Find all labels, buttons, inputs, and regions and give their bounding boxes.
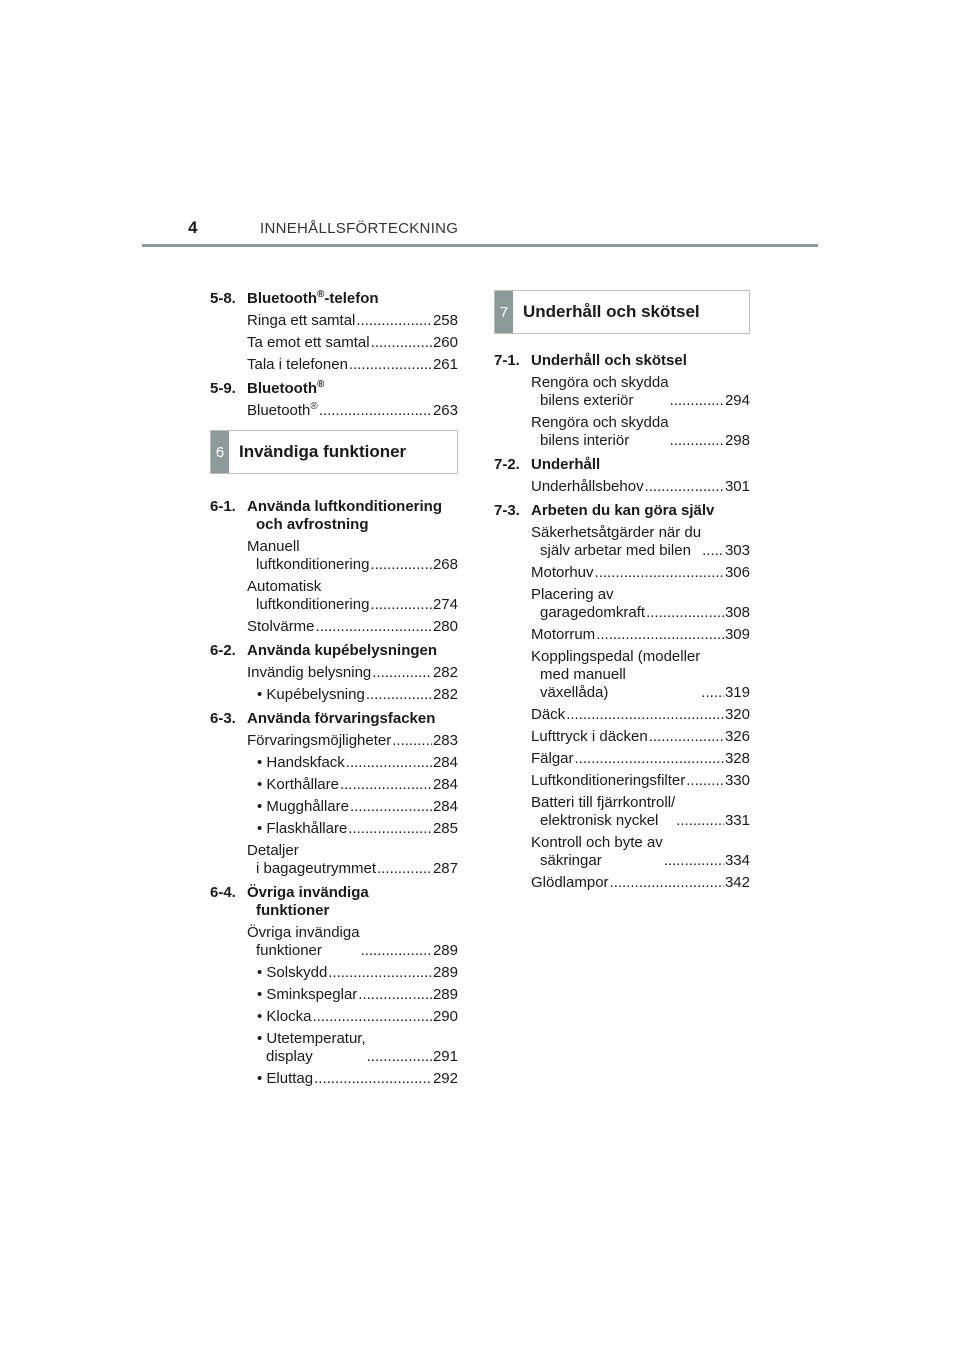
chapter-heading[interactable]: 7-1. Underhåll och skötsel xyxy=(494,352,687,369)
toc-entry[interactable]: Automatisk luftkonditionering ..... 274 xyxy=(210,578,458,614)
toc-entry[interactable]: Luftkonditioneringsfilter ..... 330 xyxy=(494,772,750,790)
toc-entry[interactable]: • Solskydd ..... 289 xyxy=(210,964,458,982)
toc-entry[interactable]: Förvaringsmöjligheter ..... 283 xyxy=(210,732,458,750)
toc-entry[interactable]: • Handskfack ..... 284 xyxy=(210,754,458,772)
toc-entry[interactable]: Bluetooth® ..... 263 xyxy=(210,402,458,420)
section-6-header[interactable] xyxy=(210,430,458,474)
chapter-6-4 xyxy=(210,884,458,1088)
chapter-6-2 xyxy=(210,642,458,704)
page-header xyxy=(142,216,818,246)
toc-entry[interactable]: Batteri till fjärrkontroll/ elektronisk nyckel ..... 331 xyxy=(494,794,750,830)
toc-entry[interactable]: Stolvärme ..... 280 xyxy=(210,618,458,636)
toc-entry[interactable]: • Eluttag ..... 292 xyxy=(210,1070,458,1088)
toc-entry[interactable]: Kontroll och byte av säkringar ..... 334 xyxy=(494,834,750,870)
chapter-heading[interactable]: 6-1. Använda luftkonditionering och avfrostning xyxy=(210,498,442,533)
toc-entry[interactable]: Rengöra och skydda bilens exteriör ..... 294 xyxy=(494,374,750,410)
section-7-header[interactable] xyxy=(494,290,750,334)
toc-entry[interactable]: • Kupébelysning ..... 282 xyxy=(210,686,458,704)
toc-entry[interactable]: Glödlampor ..... 342 xyxy=(494,874,750,892)
chapter-heading[interactable]: 5-8. Bluetooth®-telefon xyxy=(210,289,379,307)
section-tab: 6 xyxy=(211,431,229,473)
chapter-6-1 xyxy=(210,498,458,636)
header-title: INNEHÅLLSFÖRTECKNING xyxy=(260,220,459,237)
page-number: 4 xyxy=(188,218,198,237)
toc-entry[interactable]: Rengöra och skydda bilens interiör ..... 298 xyxy=(494,414,750,450)
toc-entry[interactable]: Invändig belysning ..... 282 xyxy=(210,664,458,682)
toc-entry[interactable]: Ta emot ett samtal ..... 260 xyxy=(210,334,458,352)
chapter-7-2 xyxy=(494,456,750,496)
chapter-5-9 xyxy=(210,380,458,420)
chapter-heading[interactable]: 7-2. Underhåll xyxy=(494,456,601,473)
chapter-heading[interactable]: 6-4. Övriga invändiga funktioner xyxy=(210,884,369,919)
chapter-6-3 xyxy=(210,710,458,878)
toc-entry[interactable]: Ringa ett samtal ..... 258 xyxy=(210,312,458,330)
chapter-7-3 xyxy=(494,502,750,892)
toc-entry[interactable]: Detaljer i bagageutrymmet ..... 287 xyxy=(210,842,458,878)
toc-entry[interactable]: • Flaskhållare ..... 285 xyxy=(210,820,458,838)
toc-entry[interactable]: Lufttryck i däcken ..... 326 xyxy=(494,728,750,746)
toc-right-column xyxy=(494,290,750,896)
toc-entry[interactable]: Kopplingspedal (modeller med manuell växellåda) ..... 319 xyxy=(494,648,750,702)
chapter-heading[interactable]: 7-3. Arbeten du kan göra själv xyxy=(494,502,715,519)
chapter-heading[interactable]: 5-9. Bluetooth® xyxy=(210,379,325,397)
toc-entry[interactable]: Tala i telefonen ..... 261 xyxy=(210,356,458,374)
toc-entry[interactable]: Däck ..... 320 xyxy=(494,706,750,724)
toc-entry[interactable]: Motorrum ..... 309 xyxy=(494,626,750,644)
toc-entry[interactable]: • Utetemperatur, display ..... 291 xyxy=(210,1030,458,1066)
chapter-heading[interactable]: 6-3. Använda förvaringsfacken xyxy=(210,710,436,727)
toc-left-column xyxy=(210,284,458,1092)
toc-entry[interactable]: Övriga invändiga funktioner ..... 289 xyxy=(210,924,458,960)
section-title: Underhåll och skötsel xyxy=(523,302,700,321)
section-tab: 7 xyxy=(495,291,513,333)
toc-entry[interactable]: • Klocka ..... 290 xyxy=(210,1008,458,1026)
chapter-heading[interactable]: 6-2. Använda kupébelysningen xyxy=(210,642,438,659)
toc-entry[interactable]: Fälgar ..... 328 xyxy=(494,750,750,768)
toc-entry[interactable]: • Mugghållare ..... 284 xyxy=(210,798,458,816)
header-rule xyxy=(142,244,818,247)
chapter-5-8 xyxy=(210,290,458,374)
toc-entry[interactable]: Manuell luftkonditionering ..... 268 xyxy=(210,538,458,574)
chapter-7-1 xyxy=(494,352,750,450)
toc-entry[interactable]: Motorhuv ..... 306 xyxy=(494,564,750,582)
toc-entry[interactable]: Säkerhetsåtgärder när du själv arbetar med bilen ..... 303 xyxy=(494,524,750,560)
toc-entry[interactable]: Placering av garagedomkraft ..... 308 xyxy=(494,586,750,622)
toc-entry[interactable]: • Sminkspeglar ..... 289 xyxy=(210,986,458,1004)
toc-entry[interactable]: • Korthållare ..... 284 xyxy=(210,776,458,794)
section-title: Invändiga funktioner xyxy=(239,442,407,461)
toc-entry[interactable]: Underhållsbehov ..... 301 xyxy=(494,478,750,496)
